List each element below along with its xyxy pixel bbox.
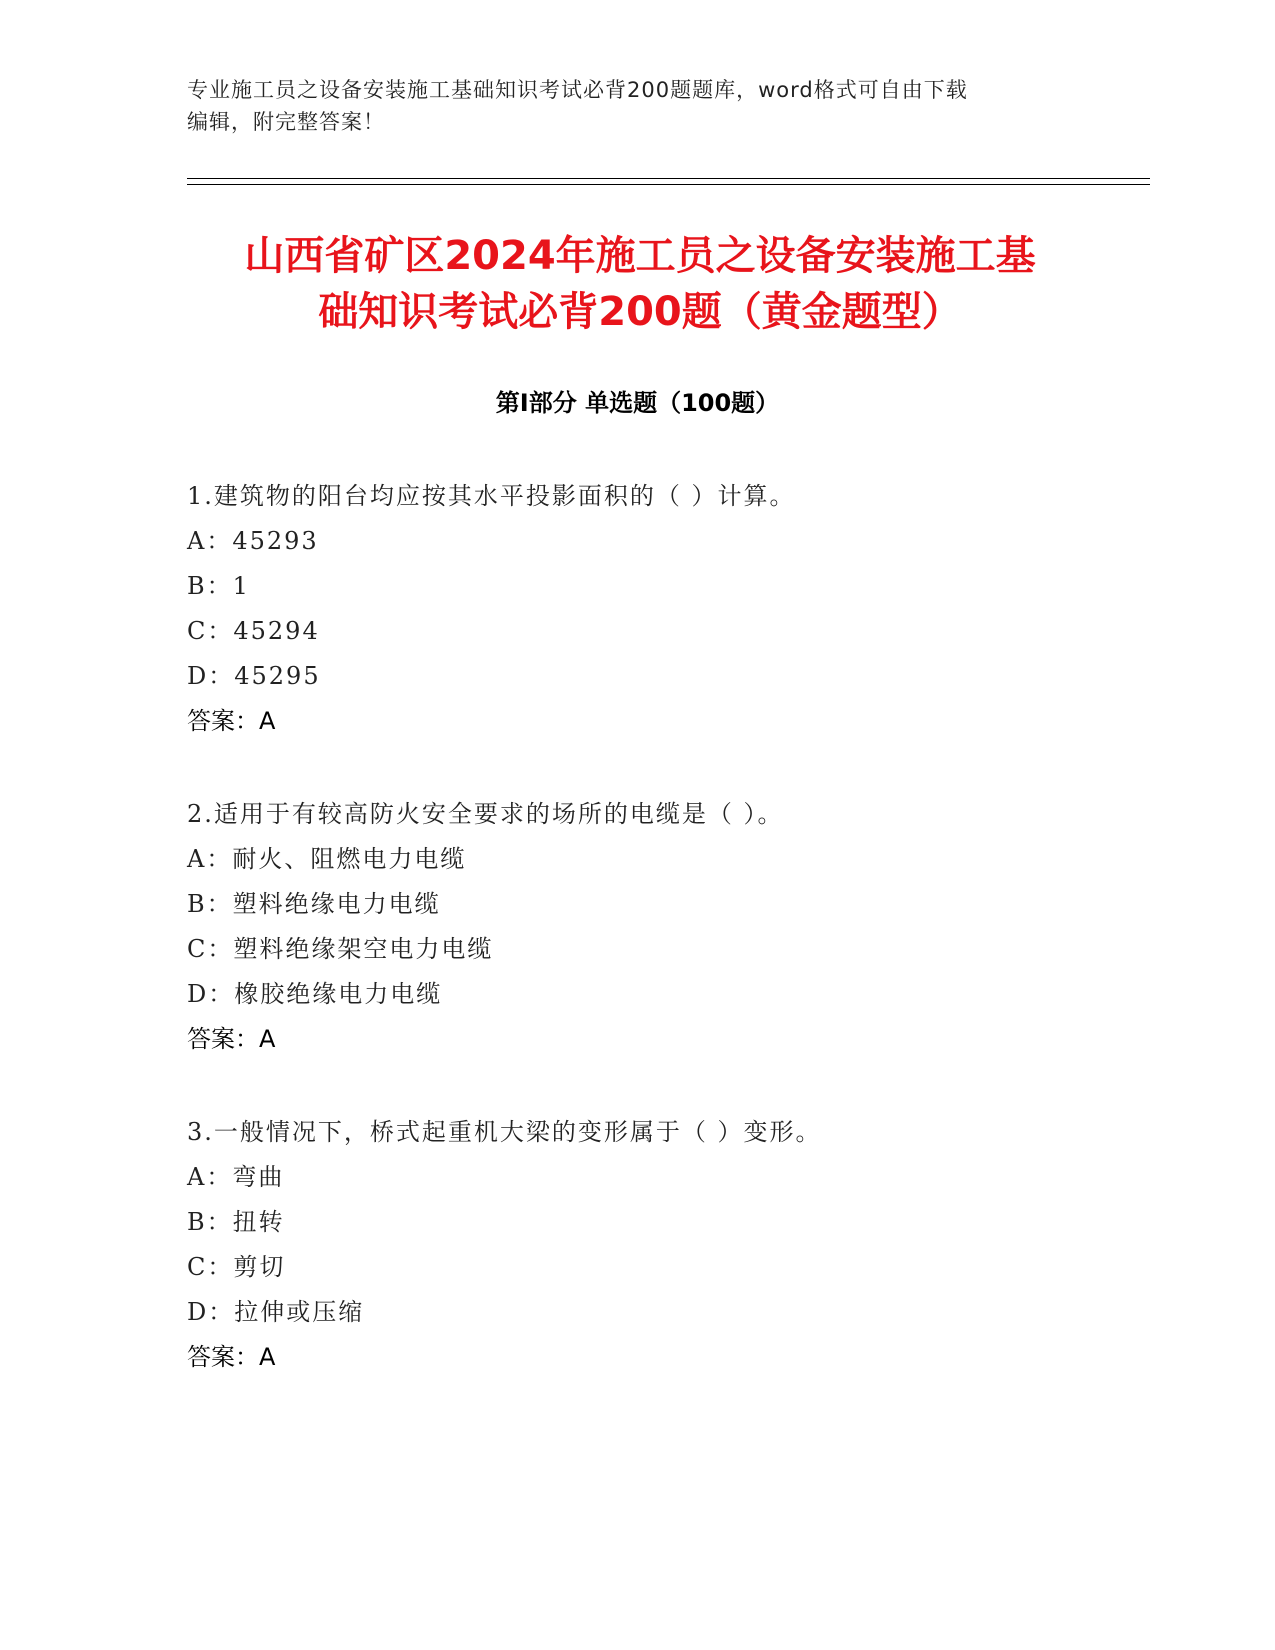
option-d: D：45295 <box>187 662 321 690</box>
answer: 答案：A <box>187 1343 276 1371</box>
option-d: D：拉伸或压缩 <box>187 1298 365 1326</box>
question-1 <box>187 474 1087 744</box>
header-note <box>187 74 1087 138</box>
document-title-line1: 山西省矿区2024年施工员之设备安装施工基 <box>244 233 1036 279</box>
option-b: B：塑料绝缘电力电缆 <box>187 890 441 918</box>
option-b: B：1 <box>187 572 250 600</box>
document-title <box>180 228 1100 340</box>
option-a: A：45293 <box>187 527 319 555</box>
option-c: C：塑料绝缘架空电力电缆 <box>187 935 494 963</box>
question-text: 3.一般情况下，桥式起重机大梁的变形属于（ ）变形。 <box>187 1118 822 1146</box>
header-rule-thin <box>187 184 1150 185</box>
header-note-line1: 专业施工员之设备安装施工基础知识考试必背200题题库，word格式可自由下载 <box>187 78 968 102</box>
question-text: 2.适用于有较高防火安全要求的场所的电缆是（ ）。 <box>187 800 784 828</box>
answer: 答案：A <box>187 707 276 735</box>
option-d: D：橡胶绝缘电力电缆 <box>187 980 443 1008</box>
question-3 <box>187 1110 1087 1380</box>
document-title-line2: 础知识考试必背200题（黄金题型） <box>318 289 962 335</box>
answer: 答案：A <box>187 1025 276 1053</box>
option-c: C：45294 <box>187 617 320 645</box>
section-title: 第Ⅰ部分 单选题（100题） <box>495 389 780 417</box>
question-2 <box>187 792 1087 1062</box>
question-text: 1.建筑物的阳台均应按其水平投影面积的（ ）计算。 <box>187 482 796 510</box>
option-b: B：扭转 <box>187 1208 285 1236</box>
option-a: A：耐火、阻燃电力电缆 <box>187 845 467 873</box>
option-c: C：剪切 <box>187 1253 286 1281</box>
header-note-line2: 编辑，附完整答案！ <box>187 110 385 134</box>
header-rule-thick <box>187 178 1150 179</box>
option-a: A：弯曲 <box>187 1163 285 1191</box>
